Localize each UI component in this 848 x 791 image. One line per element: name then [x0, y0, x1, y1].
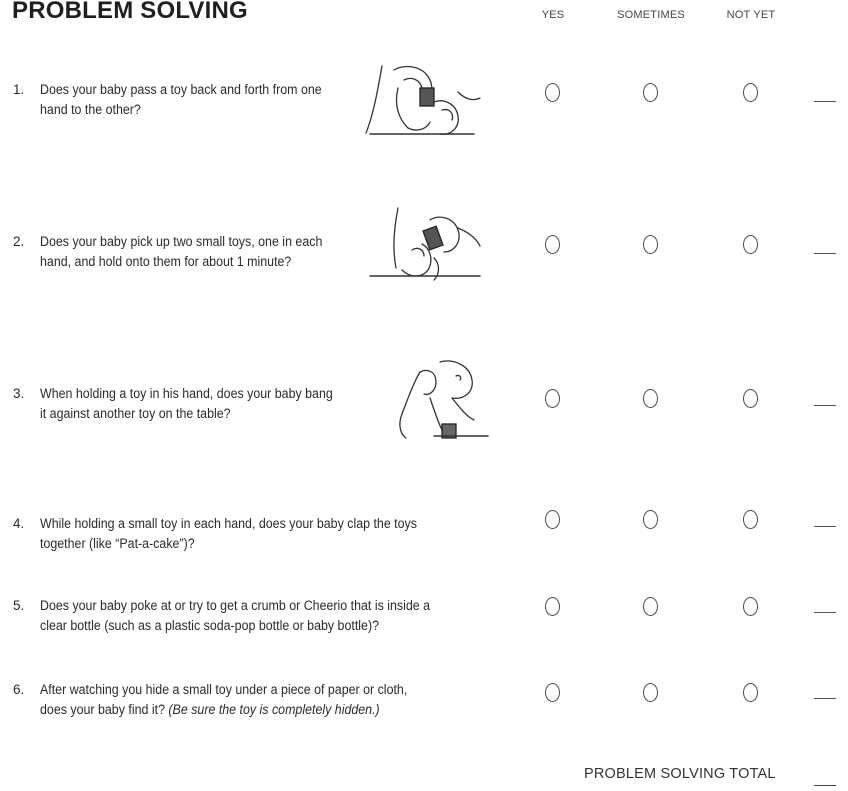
- q2-sometimes-radio[interactable]: [643, 235, 658, 254]
- q4-score-line[interactable]: [814, 526, 836, 527]
- q2-not-yet-radio[interactable]: [743, 235, 758, 254]
- hands-passing-toy-illustration: [364, 58, 484, 148]
- question-text-line: together (like “Pat-a-cake”)?: [40, 536, 195, 551]
- q4-not-yet-radio[interactable]: [743, 510, 758, 529]
- section-title: PROBLEM SOLVING: [12, 0, 248, 24]
- q3-sometimes-radio[interactable]: [643, 389, 658, 408]
- section-total-line[interactable]: [814, 785, 836, 786]
- question-number: 3.: [13, 386, 25, 401]
- q2-score-line[interactable]: [814, 253, 836, 254]
- question-text: [40, 232, 322, 272]
- question-text-line: Does your baby pick up two small toys, one in each: [40, 234, 323, 249]
- question-text-line: After watching you hide a small toy under a piece of paper or cloth,: [40, 682, 408, 697]
- q4-yes-radio[interactable]: [545, 510, 560, 529]
- question-text-line: While holding a small toy in each hand, does your baby clap the toys: [40, 516, 417, 531]
- question-number: 5.: [13, 598, 25, 613]
- q1-not-yet-radio[interactable]: [743, 83, 758, 102]
- question-text: [40, 384, 333, 424]
- q1-score-line[interactable]: [814, 101, 836, 102]
- q1-sometimes-radio[interactable]: [643, 83, 658, 102]
- q5-not-yet-radio[interactable]: [743, 597, 758, 616]
- question-number: 4.: [13, 516, 25, 531]
- question-text: [40, 680, 407, 720]
- q6-not-yet-radio[interactable]: [743, 683, 758, 702]
- q5-yes-radio[interactable]: [545, 597, 560, 616]
- question-text-line: Does your baby pass a toy back and forth from one: [40, 82, 322, 97]
- question-text: [40, 80, 322, 120]
- question-text-line: Does your baby poke at or try to get a crumb or Cheerio that is inside a: [40, 598, 431, 613]
- question-text-line: it against another toy on the table?: [40, 406, 231, 421]
- column-header-yes: YES: [541, 9, 565, 21]
- question-text-line: [40, 700, 407, 720]
- column-header-not-yet: NOT YET: [726, 9, 776, 21]
- section-total-label: PROBLEM SOLVING TOTAL: [584, 766, 776, 782]
- q2-yes-radio[interactable]: [545, 235, 560, 254]
- question-text: [40, 596, 430, 636]
- question-text-line: hand, and hold onto them for about 1 minute?: [40, 254, 292, 269]
- q3-not-yet-radio[interactable]: [743, 389, 758, 408]
- q6-yes-radio[interactable]: [545, 683, 560, 702]
- column-header-sometimes: SOMETIMES: [617, 9, 685, 21]
- question-text-line: hand to the other?: [40, 102, 141, 117]
- question-number: 6.: [13, 682, 25, 697]
- baby-banging-toy-illustration: [390, 358, 490, 453]
- question-text-line: clear bottle (such as a plastic soda-pop bottle or baby bottle)?: [40, 618, 379, 633]
- question-text-line: When holding a toy in his hand, does your baby bang: [40, 386, 333, 401]
- q6-sometimes-radio[interactable]: [643, 683, 658, 702]
- q4-sometimes-radio[interactable]: [643, 510, 658, 529]
- q5-score-line[interactable]: [814, 612, 836, 613]
- q3-yes-radio[interactable]: [545, 389, 560, 408]
- question-text: [40, 514, 417, 554]
- q3-score-line[interactable]: [814, 405, 836, 406]
- question-number: 1.: [13, 82, 25, 97]
- hands-holding-two-toys-illustration: [364, 198, 484, 298]
- q1-yes-radio[interactable]: [545, 83, 560, 102]
- q6-score-line[interactable]: [814, 698, 836, 699]
- question-number: 2.: [13, 234, 25, 249]
- question-text-plain: does your baby find it?: [40, 702, 169, 717]
- question-text-italic-note: (Be sure the toy is completely hidden.): [168, 702, 380, 717]
- q5-sometimes-radio[interactable]: [643, 597, 658, 616]
